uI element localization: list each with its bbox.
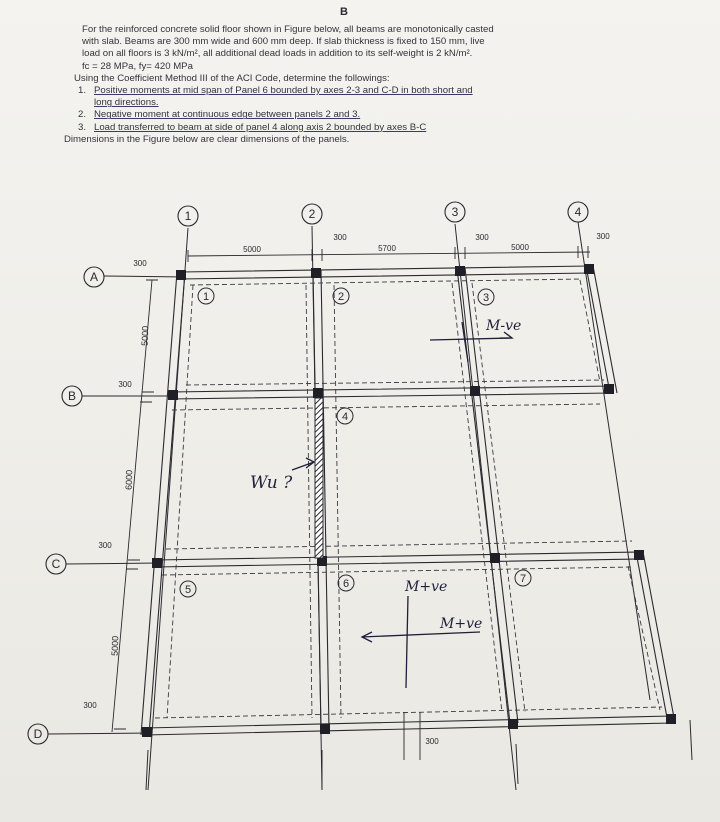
span-dim-1: 5000: [243, 245, 261, 254]
annotation-wu: Wu ?: [250, 473, 293, 493]
row-axis-D: D: [33, 727, 43, 741]
col-axis-1: 1: [184, 209, 192, 223]
hatched-beam-axis-2: [315, 398, 323, 558]
annotation-m-neg: M-ve: [486, 318, 522, 334]
left-dimension-line: [109, 280, 158, 732]
panel-1: 1: [202, 291, 210, 303]
bottom-axis-extensions: [146, 720, 692, 790]
row-dim-1: 5000: [139, 325, 151, 347]
col-axis-3: 3: [451, 205, 459, 219]
row-axis-A: A: [89, 270, 99, 284]
intro-line-1: For the reinforced concrete solid floor shown in Figure below, all beams are monotonically casted: [82, 24, 494, 35]
material-properties: fc = 28 MPa, fy= 420 MPa: [82, 60, 193, 72]
intro-line-2: with slab. Beams are 300 mm wide and 600 mm deep. If slab thickness is fixed to 150 mm, live: [82, 36, 485, 48]
question-2: 2. Negative moment at continuous edge between panels 2 and 3.: [78, 109, 361, 121]
slab-edge-dashes: [155, 279, 662, 718]
panel-3: 3: [482, 292, 490, 304]
bottom-dim-300: 300: [425, 737, 439, 746]
beam-width-left-B: 300: [118, 380, 132, 389]
row-dim-3: 5000: [109, 635, 121, 657]
panel-6: 6: [342, 578, 350, 590]
beam-width-left-A: 300: [133, 259, 147, 268]
panel-5: 5: [184, 584, 192, 596]
beam-width-top-4: 300: [596, 232, 610, 241]
row-axis-C: C: [51, 557, 61, 571]
span-dim-2: 5700: [378, 244, 396, 253]
annotation-m-pos-1: M+ve: [405, 579, 448, 595]
span-dim-3: 5000: [511, 243, 529, 252]
question-3: 3. Load transferred to beam at side of panel 4 along axis 2 bounded by axes B-C: [78, 121, 427, 133]
column-axis-bubbles: [178, 202, 588, 226]
annotation-m-pos-2: M+ve: [440, 616, 483, 632]
panel-7: 7: [519, 573, 527, 585]
beam-width-left-C: 300: [98, 541, 112, 550]
row-axis-bubbles: [28, 267, 104, 744]
column-markers: [139, 264, 676, 737]
page-letter: B: [340, 6, 348, 18]
intro-line-3: load on all floors is 3 kN/m², all additional dead loads in addition to its self-weight is 2 kN/m².: [82, 48, 473, 60]
row-axis-B: B: [67, 389, 77, 403]
col-axis-4: 4: [574, 205, 582, 219]
beam-width-top-3: 300: [475, 233, 489, 242]
row-dim-2: 6000: [123, 469, 135, 491]
row-axis-lines: [48, 276, 185, 734]
bottom-dimension: [404, 712, 420, 760]
column-axis-lines: [148, 222, 650, 790]
panel-2: 2: [337, 291, 345, 303]
col-axis-2: 2: [308, 207, 316, 221]
method-line: Using the Coefficient Method III of the ACI Code, determine the followings:: [74, 72, 390, 84]
question-1: 1. Positive moments at mid span of Panel 6 bounded by axes 2-3 and C-D in both short and long directions.: [78, 85, 473, 109]
panel-4: 4: [341, 411, 349, 423]
beam-width-top-2: 300: [333, 233, 347, 242]
dimensions-note: Dimensions in the Figure below are clear dimensions of the panels.: [64, 133, 350, 145]
beam-width-left-D: 300: [83, 701, 97, 710]
